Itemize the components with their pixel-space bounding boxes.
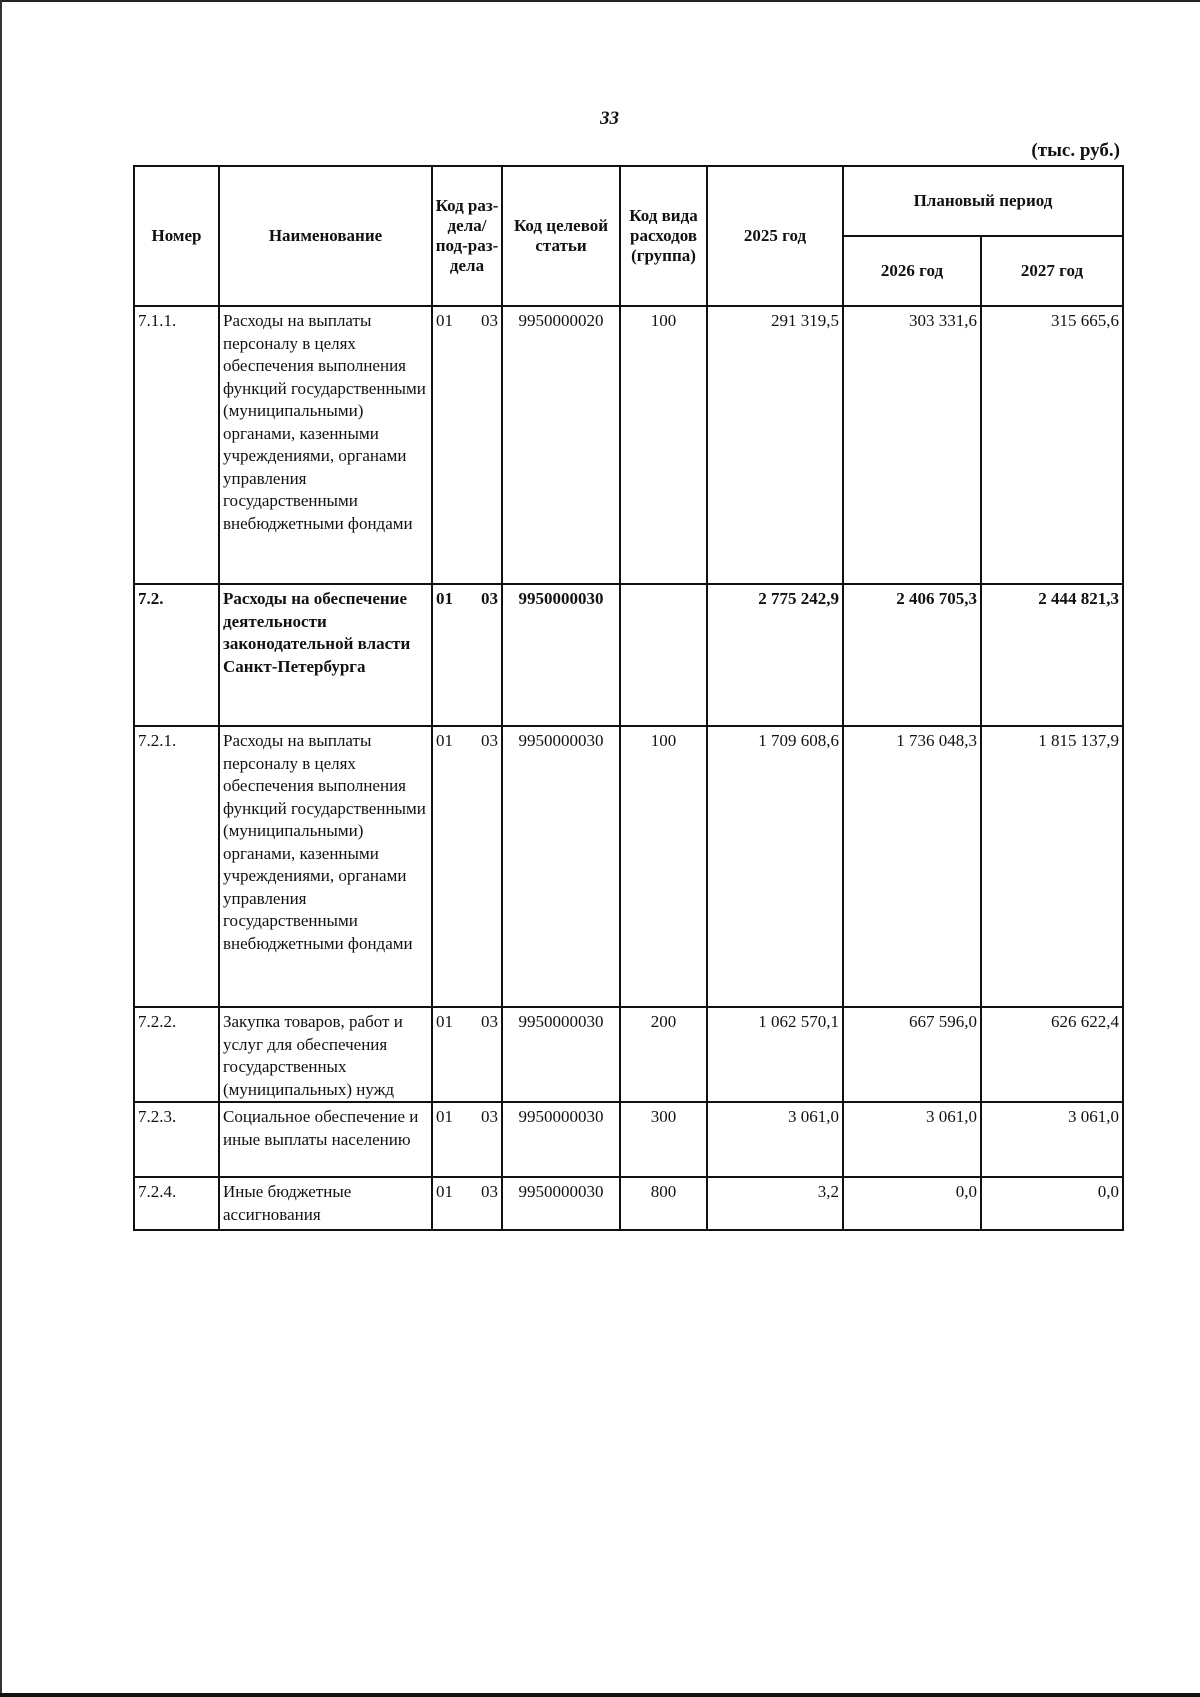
- table-row: [134, 584, 1123, 726]
- row-2027: 1 815 137,9: [981, 726, 1123, 1007]
- row-name: Расходы на обеспечение деятельности законодательной власти Санкт-Петербурга: [219, 584, 432, 726]
- section-code: 01: [436, 1012, 453, 1031]
- table-body: [134, 306, 1123, 1230]
- subsection-code: 03: [481, 1012, 498, 1031]
- row-number: 7.2.4.: [134, 1177, 219, 1230]
- scan-edge-left: [0, 0, 2, 1697]
- row-number: 7.2.2.: [134, 1007, 219, 1102]
- row-section-code: [432, 726, 502, 1007]
- header-section-code: Код раз-дела/ под-раз-дела: [432, 166, 502, 306]
- row-target-code: 9950000030: [502, 1177, 620, 1230]
- row-name: Расходы на выплаты персоналу в целях обеспечения выполнения функций государственными (муниципальными) органами, казенными учреждениями, органами управления государственными внебюджетными фондами: [219, 306, 432, 584]
- row-2025: 1 062 570,1: [707, 1007, 843, 1102]
- header-number: Номер: [134, 166, 219, 306]
- scan-edge-top: [0, 0, 1200, 2]
- row-2025: 3,2: [707, 1177, 843, 1230]
- subsection-code: 03: [481, 1182, 498, 1201]
- row-target-code: 9950000020: [502, 306, 620, 584]
- budget-table: [133, 165, 1124, 1231]
- section-code: 01: [436, 311, 453, 330]
- section-code: 01: [436, 1107, 453, 1126]
- row-2027: 2 444 821,3: [981, 584, 1123, 726]
- header-name: Наименование: [219, 166, 432, 306]
- row-target-code: 9950000030: [502, 726, 620, 1007]
- row-section-code: [432, 306, 502, 584]
- row-2027: 3 061,0: [981, 1102, 1123, 1177]
- row-2026: 303 331,6: [843, 306, 981, 584]
- row-number: 7.2.: [134, 584, 219, 726]
- table-row: [134, 1102, 1123, 1177]
- header-year-2027: 2027 год: [981, 236, 1123, 306]
- row-expense-group: 200: [620, 1007, 707, 1102]
- subsection-code: 03: [481, 311, 498, 330]
- row-target-code: 9950000030: [502, 1102, 620, 1177]
- row-2025: 1 709 608,6: [707, 726, 843, 1007]
- header-planned-period: Плановый период: [843, 166, 1123, 236]
- row-2026: 667 596,0: [843, 1007, 981, 1102]
- row-2026: 0,0: [843, 1177, 981, 1230]
- row-2027: 0,0: [981, 1177, 1123, 1230]
- row-section-code: [432, 1177, 502, 1230]
- row-section-code: [432, 584, 502, 726]
- table-row: [134, 1007, 1123, 1102]
- row-2027: 315 665,6: [981, 306, 1123, 584]
- row-2026: 3 061,0: [843, 1102, 981, 1177]
- row-number: 7.1.1.: [134, 306, 219, 584]
- row-target-code: 9950000030: [502, 1007, 620, 1102]
- table-row: [134, 726, 1123, 1007]
- row-number: 7.2.3.: [134, 1102, 219, 1177]
- subsection-code: 03: [481, 731, 498, 750]
- section-code: 01: [436, 731, 453, 750]
- row-target-code: 9950000030: [502, 584, 620, 726]
- section-code: 01: [436, 589, 453, 608]
- header-target-code: Код целевой статьи: [502, 166, 620, 306]
- row-expense-group: 100: [620, 306, 707, 584]
- header-expense-type-code: Код вида расходов (группа): [620, 166, 707, 306]
- row-name: Расходы на выплаты персоналу в целях обеспечения выполнения функций государственными (муниципальными) органами, казенными учреждениями, органами управления государственными внебюджетными фондами: [219, 726, 432, 1007]
- row-expense-group: 100: [620, 726, 707, 1007]
- row-2026: 2 406 705,3: [843, 584, 981, 726]
- table-row: [134, 1177, 1123, 1230]
- row-expense-group: [620, 584, 707, 726]
- row-section-code: [432, 1102, 502, 1177]
- page-number: 33: [600, 108, 619, 129]
- row-number: 7.2.1.: [134, 726, 219, 1007]
- row-2025: 291 319,5: [707, 306, 843, 584]
- row-name: Закупка товаров, работ и услуг для обеспечения государственных (муниципальных) нужд: [219, 1007, 432, 1102]
- table-row: [134, 306, 1123, 584]
- section-code: 01: [436, 1182, 453, 1201]
- subsection-code: 03: [481, 1107, 498, 1126]
- row-name: Иные бюджетные ассигнования: [219, 1177, 432, 1230]
- row-expense-group: 800: [620, 1177, 707, 1230]
- row-2027: 626 622,4: [981, 1007, 1123, 1102]
- row-expense-group: 300: [620, 1102, 707, 1177]
- header-year-2025: 2025 год: [707, 166, 843, 306]
- subsection-code: 03: [481, 589, 498, 608]
- row-name: Социальное обеспечение и иные выплаты населению: [219, 1102, 432, 1177]
- scan-edge-bottom: [0, 1693, 1200, 1697]
- units-label: (тыс. руб.): [1031, 140, 1120, 161]
- row-section-code: [432, 1007, 502, 1102]
- table-header: [134, 166, 1123, 306]
- row-2025: 2 775 242,9: [707, 584, 843, 726]
- header-year-2026: 2026 год: [843, 236, 981, 306]
- row-2025: 3 061,0: [707, 1102, 843, 1177]
- row-2026: 1 736 048,3: [843, 726, 981, 1007]
